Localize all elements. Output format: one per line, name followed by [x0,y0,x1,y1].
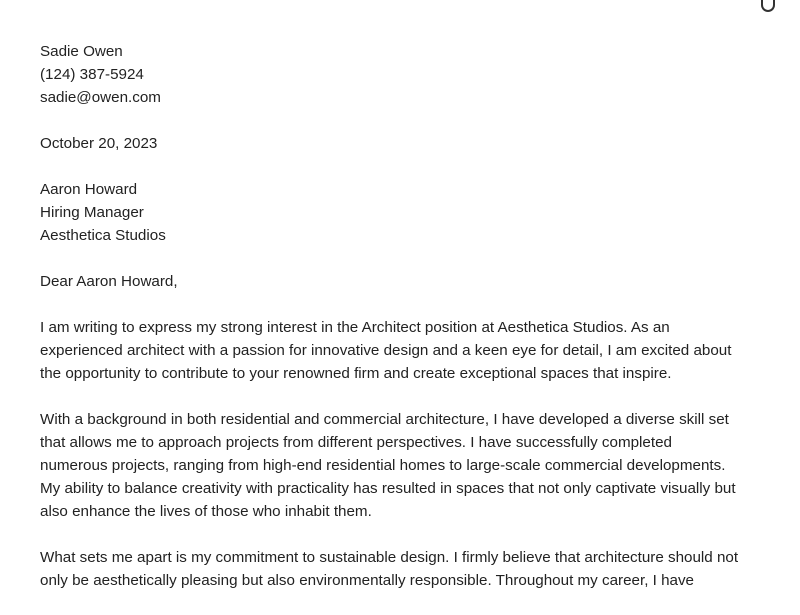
paragraph-line: My ability to balance creativity with practicality has resulted in spaces that not only captivate visually but [40,480,736,497]
paragraph-1 [40,316,760,385]
date-block [40,132,760,155]
salutation-block [40,270,760,293]
paragraph-line: What sets me apart is my commitment to sustainable design. I firmly believe that architecture should not [40,549,739,566]
paragraph-3 [40,546,760,592]
sender-name: Sadie Owen [40,43,123,60]
sender-block [40,40,760,109]
sender-phone: (124) 387-5924 [40,66,144,83]
recipient-company: Aesthetica Studios [40,227,166,244]
recipient-block [40,178,760,247]
recipient-name: Aaron Howard [40,181,138,198]
cover-letter [40,40,760,615]
recipient-title: Hiring Manager [40,204,144,221]
paragraph-2 [40,408,760,523]
paragraph-line: only be aesthetically pleasing but also environmentally responsible. Throughout my career, I have [40,572,695,589]
paragraph-line: numerous projects, ranging from high-end residential homes to large-scale commercial developments. [40,457,726,474]
paragraph-line: I am writing to express my strong interest in the Architect position at Aesthetica Studios. As an [40,319,670,336]
paragraph-line: the opportunity to contribute to your renowned firm and create exceptional spaces that inspire. [40,365,672,382]
partial-icon [761,0,775,12]
paragraph-line: that allows me to approach projects from different perspectives. I have successfully completed [40,434,672,451]
letter-date: October 20, 2023 [40,135,158,152]
salutation: Dear Aaron Howard, [40,273,178,290]
paragraph-line: experienced architect with a passion for innovative design and a keen eye for detail, I am excited about [40,342,732,359]
paragraph-line: With a background in both residential and commercial architecture, I have developed a diverse skill set [40,411,729,428]
paragraph-line: also enhance the lives of those who inhabit them. [40,503,372,520]
sender-email: sadie@owen.com [40,89,161,106]
